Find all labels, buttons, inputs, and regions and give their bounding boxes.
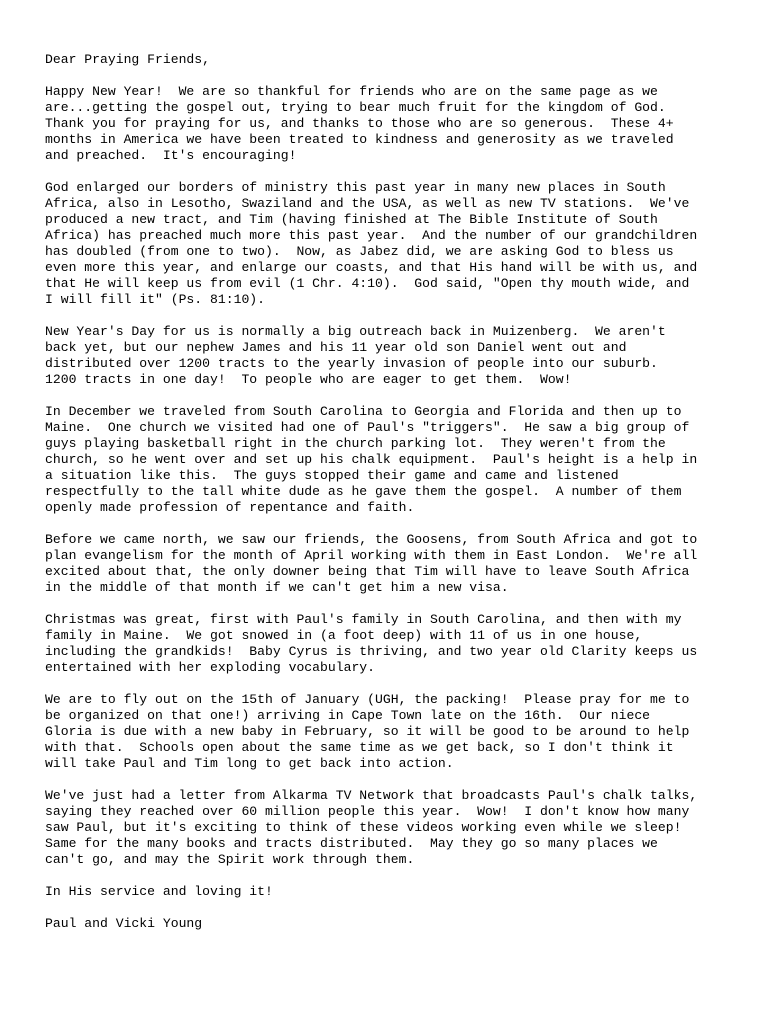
- text-line: God enlarged our borders of ministry this past year in many new places in South: [45, 180, 666, 195]
- text-line: even more this year, and enlarge our coasts, and that His hand will be with us, and: [45, 260, 698, 275]
- paragraph: [45, 788, 745, 868]
- paragraph: [45, 692, 745, 772]
- text-line: respectfully to the tall white dude as he gave them the gospel. A number of them: [45, 484, 682, 499]
- letter-body: [45, 84, 745, 884]
- paragraph-gap: [45, 868, 745, 884]
- paragraph: [45, 84, 745, 164]
- text-line: produced a new tract, and Tim (having finished at The Bible Institute of South: [45, 212, 658, 227]
- text-line: 1200 tracts in one day! To people who are eager to get them. Wow!: [45, 372, 572, 387]
- letter: [45, 52, 745, 932]
- text-line: In December we traveled from South Carolina to Georgia and Florida and then up to: [45, 404, 682, 419]
- paragraph: [45, 180, 745, 308]
- paragraph-gap: [45, 676, 745, 692]
- paragraph-gap: [45, 164, 745, 180]
- text-line: entertained with her exploding vocabulary.: [45, 660, 376, 675]
- text-line: has doubled (from one to two). Now, as Jabez did, we are asking God to bless us: [45, 244, 674, 259]
- paragraph-gap: [45, 388, 745, 404]
- paragraph-gap: [45, 516, 745, 532]
- text-line: with that. Schools open about the same time as we get back, so I don't think it: [45, 740, 674, 755]
- paragraph-gap: [45, 596, 745, 612]
- paragraph: [45, 532, 745, 596]
- text-line: We've just had a letter from Alkarma TV Network that broadcasts Paul's chalk talks,: [45, 788, 698, 803]
- closing-line: In His service and loving it!: [45, 884, 273, 899]
- text-line: that He will keep us from evil (1 Chr. 4:10). God said, "Open thy mouth wide, and: [45, 276, 690, 291]
- text-line: church, so he went over and set up his chalk equipment. Paul's height is a help in: [45, 452, 698, 467]
- text-line: Maine. One church we visited had one of Paul's "triggers". He saw a big group of: [45, 420, 690, 435]
- text-line: New Year's Day for us is normally a big outreach back in Muizenberg. We aren't: [45, 324, 666, 339]
- text-line: distributed over 1200 tracts to the yearly invasion of people into our suburb.: [45, 356, 658, 371]
- text-line: plan evangelism for the month of April working with them in East London. We're all: [45, 548, 698, 563]
- text-line: a situation like this. The guys stopped their game and came and listened: [45, 468, 619, 483]
- text-line: Christmas was great, first with Paul's family in South Carolina, and then with my: [45, 612, 682, 627]
- text-line: We are to fly out on the 15th of January (UGH, the packing! Please pray for me to: [45, 692, 690, 707]
- signature: Paul and Vicki Young: [45, 916, 203, 931]
- text-line: can't go, and may the Spirit work through them.: [45, 852, 415, 867]
- text-line: excited about that, the only downer being that Tim will have to leave South Africa: [45, 564, 690, 579]
- text-line: family in Maine. We got snowed in (a foot deep) with 11 of us in one house,: [45, 628, 643, 643]
- text-line: saw Paul, but it's exciting to think of these videos working even while we sleep!: [45, 820, 682, 835]
- paragraph-gap: [45, 308, 745, 324]
- text-line: Same for the many books and tracts distributed. May they go so many places we: [45, 836, 658, 851]
- text-line: in the middle of that month if we can't get him a new visa.: [45, 580, 509, 595]
- text-line: saying they reached over 60 million people this year. Wow! I don't know how many: [45, 804, 690, 819]
- paragraph: [45, 404, 745, 516]
- text-line: Africa, also in Lesotho, Swaziland and the USA, as well as new TV stations. We've: [45, 196, 690, 211]
- text-line: will take Paul and Tim long to get back into action.: [45, 756, 454, 771]
- text-line: guys playing basketball right in the church parking lot. They weren't from the: [45, 436, 666, 451]
- salutation: Dear Praying Friends,: [45, 52, 211, 67]
- text-line: months in America we have been treated to kindness and generosity as we traveled: [45, 132, 674, 147]
- text-line: including the grandkids! Baby Cyrus is thriving, and two year old Clarity keeps us: [45, 644, 698, 659]
- text-line: Happy New Year! We are so thankful for friends who are on the same page as we: [45, 84, 658, 99]
- text-line: openly made profession of repentance and faith.: [45, 500, 415, 515]
- text-line: Thank you for praying for us, and thanks to those who are so generous. These 4+: [45, 116, 674, 131]
- text-line: are...getting the gospel out, trying to bear much fruit for the kingdom of God.: [45, 100, 666, 115]
- text-line: be organized on that one!) arriving in Cape Town late on the 16th. Our niece: [45, 708, 651, 723]
- paragraph: [45, 324, 745, 388]
- paragraph: [45, 612, 745, 676]
- paragraph-gap: [45, 900, 745, 916]
- text-line: Africa) has preached much more this past year. And the number of our grandchildren: [45, 228, 698, 243]
- text-line: and preached. It's encouraging!: [45, 148, 297, 163]
- text-line: back yet, but our nephew James and his 11 year old son Daniel went out and: [45, 340, 627, 355]
- text-line: Before we came north, we saw our friends, the Goosens, from South Africa and got to: [45, 532, 698, 547]
- paragraph-gap: [45, 68, 745, 84]
- paragraph-gap: [45, 772, 745, 788]
- text-line: I will fill it" (Ps. 81:10).: [45, 292, 266, 307]
- text-line: Gloria is due with a new baby in February, so it will be good to be around to help: [45, 724, 690, 739]
